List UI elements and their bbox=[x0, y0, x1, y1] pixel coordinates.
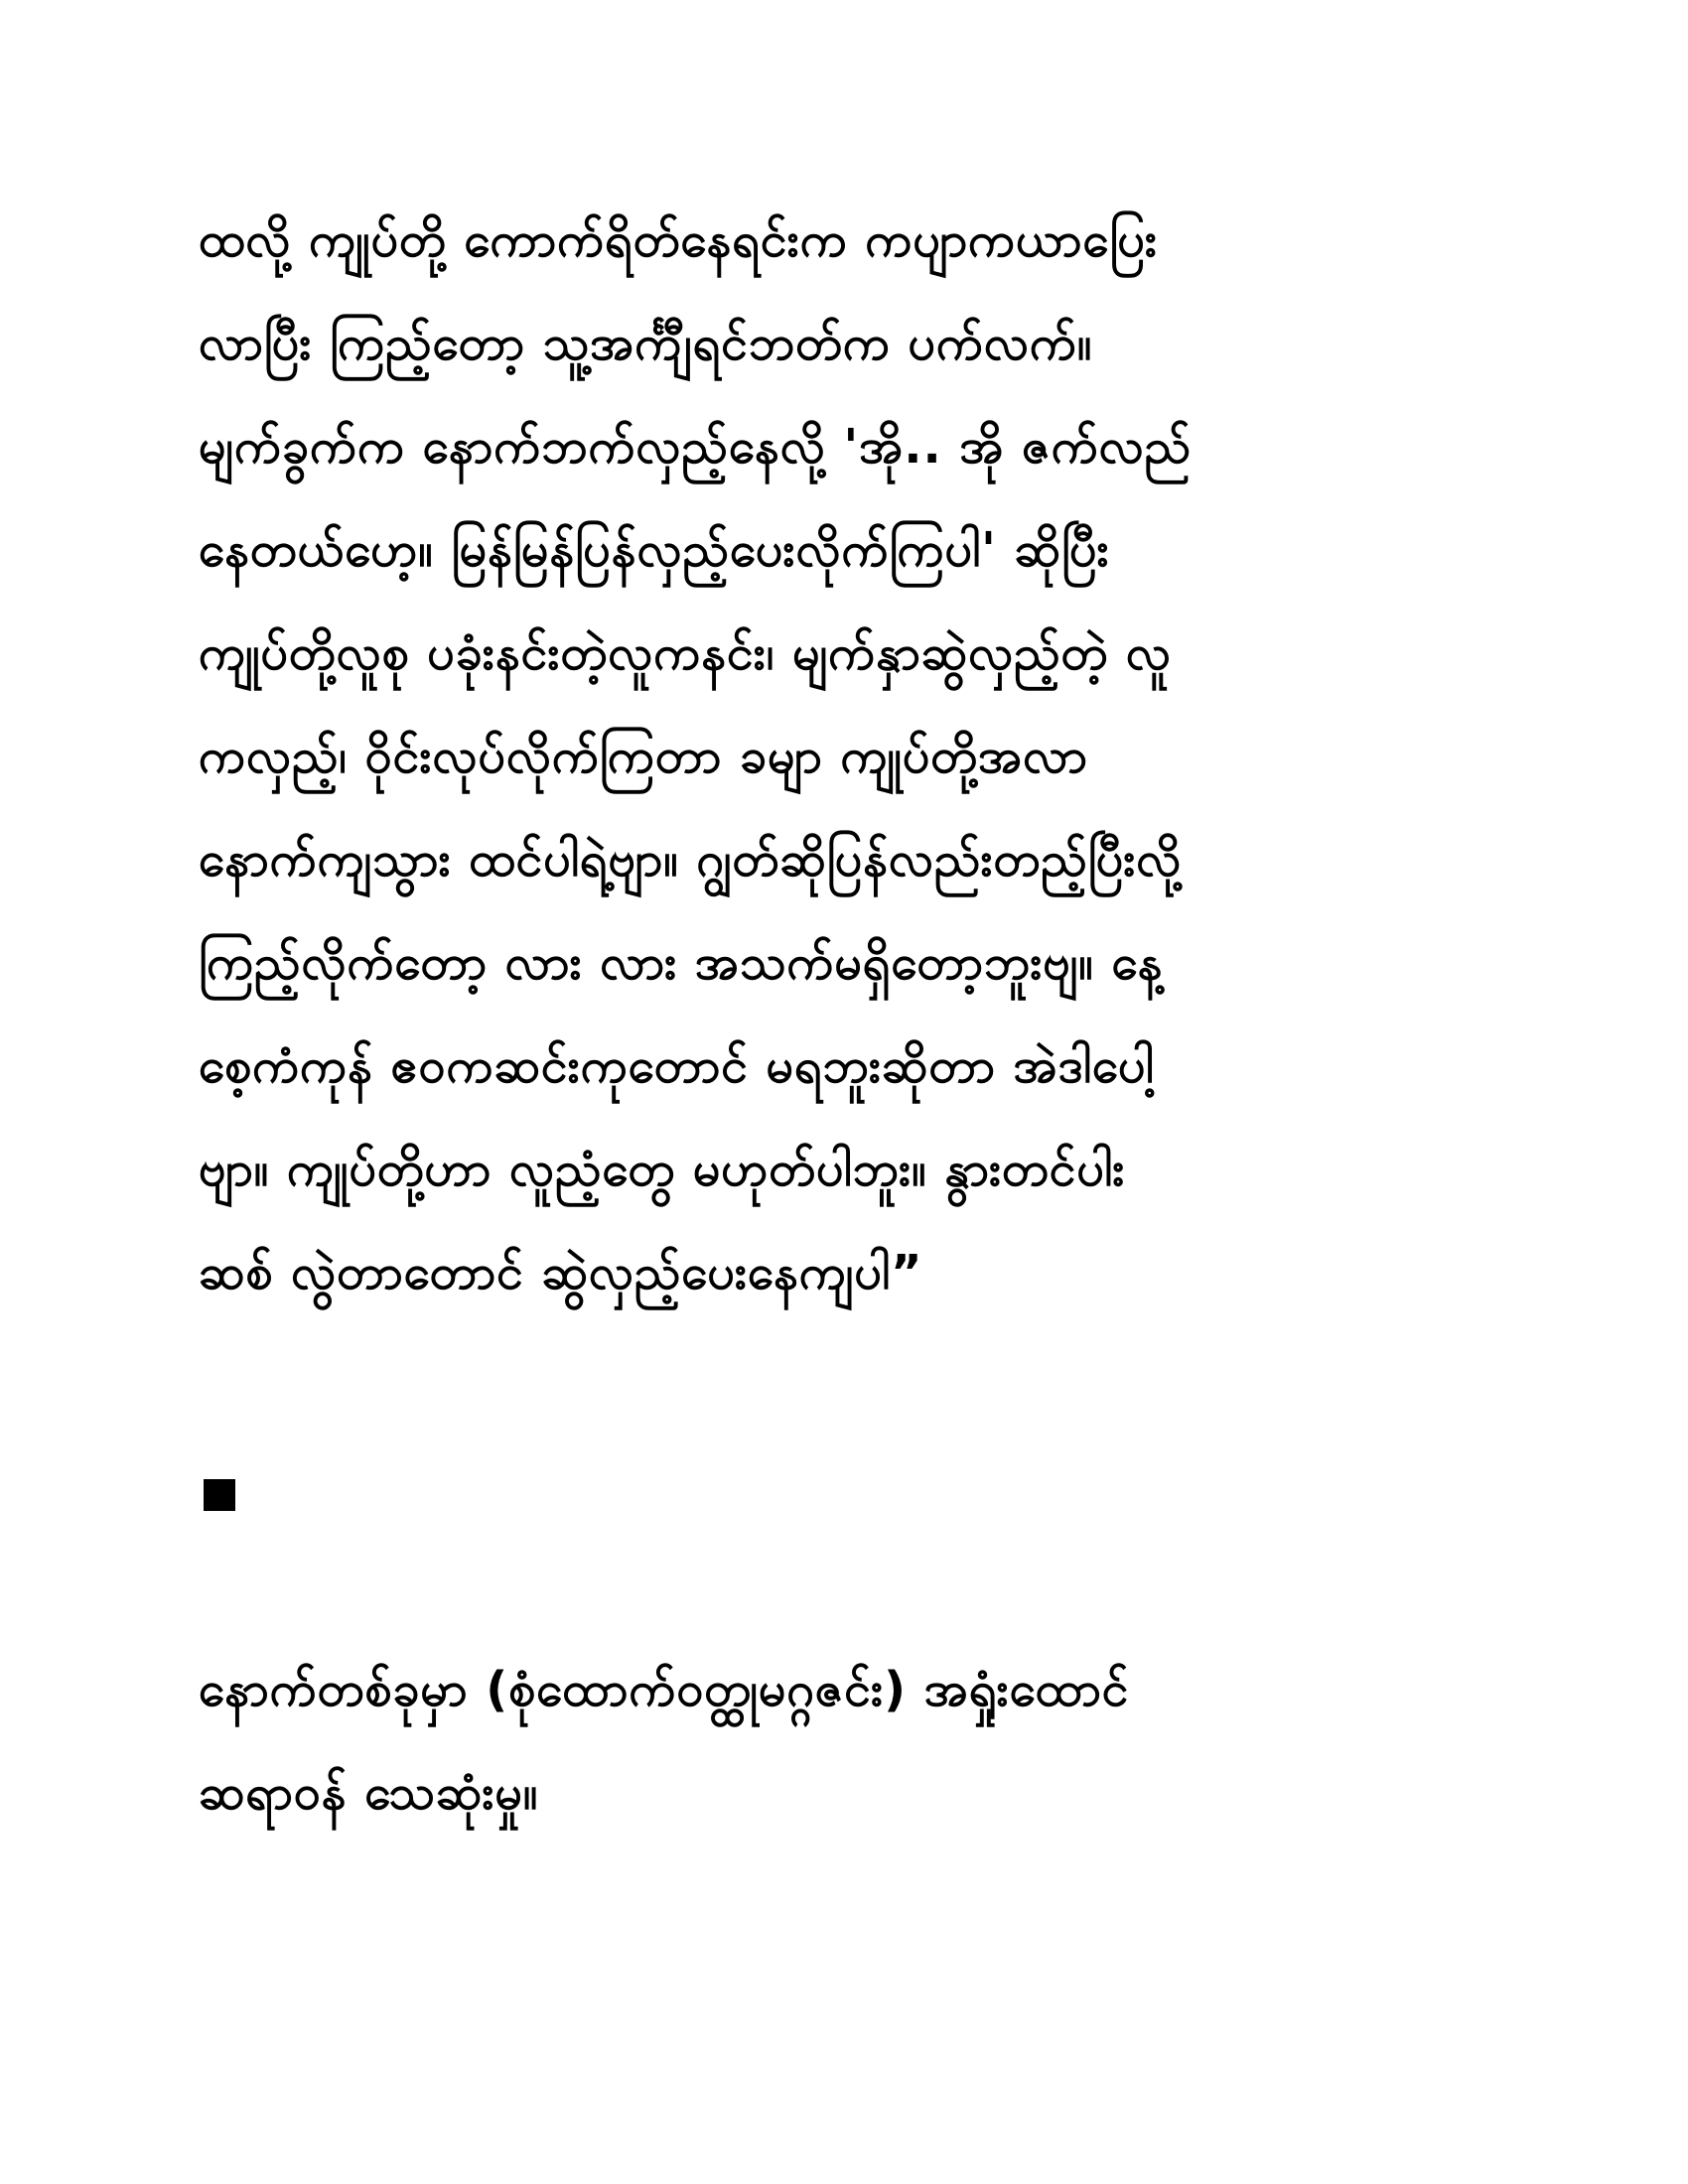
section-marker-square bbox=[204, 1479, 235, 1511]
paragraph-line: မျက်ခွက်က နောက်ဘက်လှည့်နေလို့ 'အို.. အို ဇက်လည် bbox=[199, 419, 1193, 475]
paragraph-line: ကျုပ်တို့လူစု ပခုံးနင်းတဲ့လူကနင်း၊ မျက်နှာဆွဲလှည့်တဲ့ လူ bbox=[199, 625, 1172, 681]
paragraph-line: ကြည့်လိုက်တော့ လား လား အသက်မရှိတော့ဘူးဗျ။ နေ့ bbox=[199, 935, 1164, 991]
paragraph-line: လာပြီး ကြည့်တော့ သူ့အင်္ကျီရင်ဘတ်က ပက်လက်။ bbox=[199, 316, 1093, 371]
main-paragraph bbox=[199, 189, 1489, 1324]
paragraph-line: ဗျာ။ ကျုပ်တို့ဟာ လူညံ့တွေ မဟုတ်ပါဘူး။ နွားတင်ပါး bbox=[199, 1142, 1126, 1197]
paragraph-line: စေ့ကံကုန် ဧဝကဆင်းကုတောင် မရဘူးဆိုတာ အဲဒါပေါ့ bbox=[199, 1038, 1155, 1094]
paragraph-line: နောက်ကျသွား ထင်ပါရဲ့ဗျာ။ ဂျွတ်ဆိုပြန်လည်းတည့်ပြီးလို့ bbox=[199, 832, 1183, 887]
paragraph-line: ဆစ် လွဲတာတောင် ဆွဲလှည့်ပေးနေကျပါ” bbox=[199, 1245, 923, 1300]
next-story-paragraph bbox=[199, 1638, 1489, 1844]
paragraph-line: နောက်တစ်ခုမှာ (စုံထောက်ဝတ္ထုမဂ္ဂဇင်း) အရှုံးထောင် bbox=[199, 1662, 1130, 1717]
paragraph-line: ထလို့ ကျုပ်တို့ ကောက်ရိတ်နေရင်းက ကပျာကယာပြေး bbox=[199, 212, 1158, 268]
paragraph-line: ဆရာဝန် သေဆုံးမှု။ bbox=[199, 1765, 539, 1821]
paragraph-line: နေတယ်ဟေ့။ မြန်မြန်ပြန်လှည့်ပေးလိုက်ကြပါ' ဆိုပြီး bbox=[199, 522, 1110, 578]
paragraph-line: ကလှည့်၊ ဝိုင်းလုပ်လိုက်ကြတာ ခမျာ ကျုပ်တို့အလာ bbox=[199, 729, 1088, 784]
